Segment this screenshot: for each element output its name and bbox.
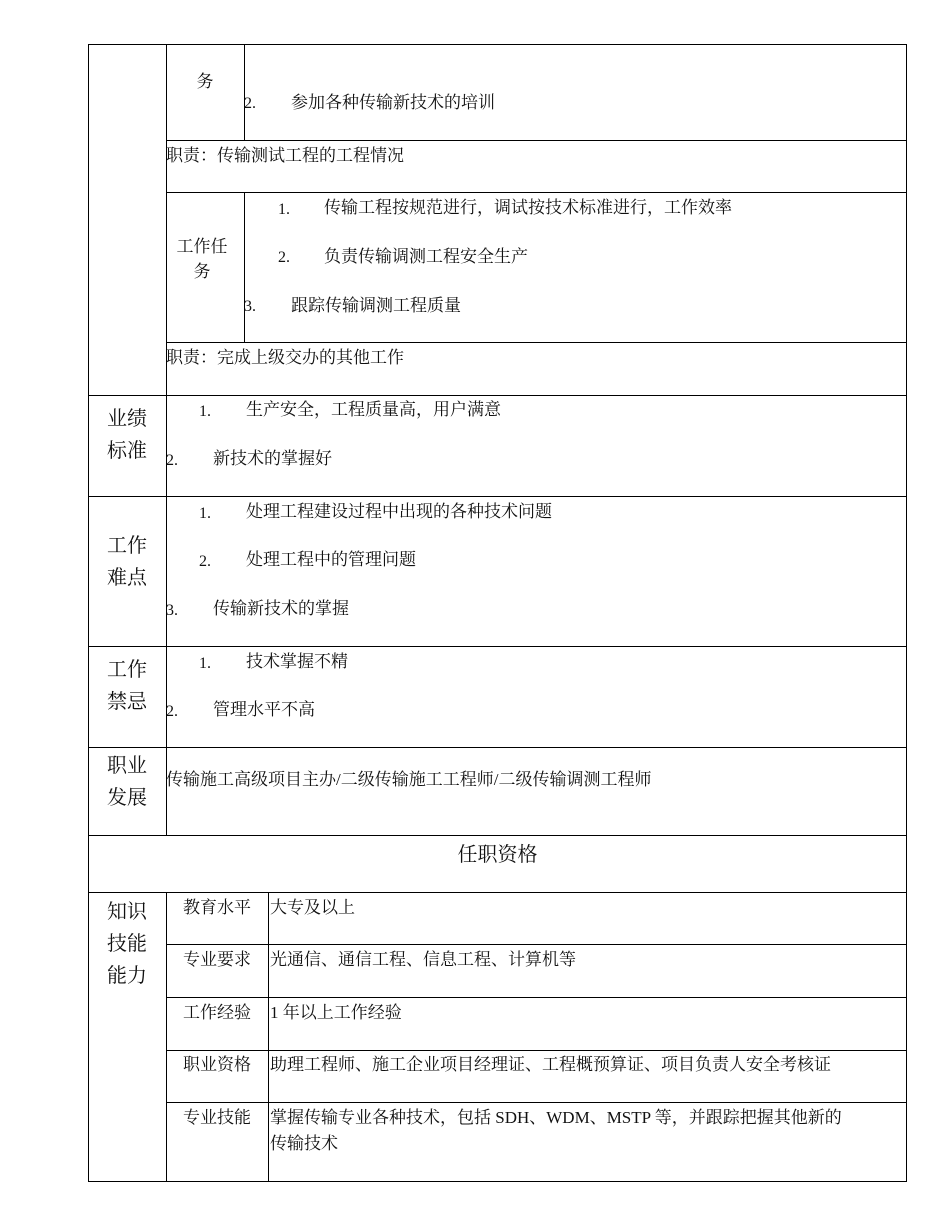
list-item: 处理工程中的管理问题 xyxy=(246,550,416,569)
row-divider xyxy=(88,646,907,647)
list-number: 1. xyxy=(199,403,211,420)
task-label: 工作任务 xyxy=(176,237,228,281)
qualification-row-value: 掌握传输专业各种技术，包括 SDH、WDM、MSTP 等，并跟踪把握其他新的 xyxy=(270,1108,842,1127)
row-divider xyxy=(88,892,907,893)
section-title: 任职资格 xyxy=(457,844,538,866)
row-divider xyxy=(88,835,907,836)
row-divider xyxy=(166,140,907,141)
qualification-row-label: 职业资格 xyxy=(183,1055,251,1074)
taboo-label: 工作禁忌 xyxy=(107,659,147,713)
column-divider xyxy=(166,892,167,1182)
list-number: 3. xyxy=(166,602,178,619)
list-item: 生产安全，工程质量高，用户满意 xyxy=(246,400,501,419)
row-divider xyxy=(88,395,907,396)
row-divider xyxy=(166,997,907,998)
qualification-row-value: 1 年以上工作经验 xyxy=(270,1003,402,1022)
list-number: 3. xyxy=(244,298,256,315)
row-divider xyxy=(88,747,907,748)
duty-header: 职责：传输测试工程的工程情况 xyxy=(166,146,404,165)
career-path: 传输施工高级项目主办/二级传输施工工程师/二级传输调测工程师 xyxy=(166,770,652,789)
qualification-row-label: 工作经验 xyxy=(183,1003,251,1022)
performance-label: 业绩标准 xyxy=(107,408,147,462)
task-label-tail: 务 xyxy=(196,72,214,91)
list-number: 2. xyxy=(166,703,178,720)
list-number: 2. xyxy=(278,249,290,266)
row-divider xyxy=(88,496,907,497)
qualification-row-label: 专业技能 xyxy=(183,1108,251,1127)
list-number: 1. xyxy=(199,505,211,522)
list-item: 传输工程按规范进行，调试按技术标准进行，工作效率 xyxy=(324,198,732,217)
table-border-bottom xyxy=(88,1181,907,1182)
list-item: 处理工程建设过程中出现的各种技术问题 xyxy=(246,502,552,521)
difficulty-label: 工作难点 xyxy=(107,535,147,589)
row-divider xyxy=(166,944,907,945)
list-item: 传输新技术的掌握 xyxy=(213,599,349,618)
row-divider xyxy=(166,342,907,343)
qualification-row-label: 专业要求 xyxy=(183,950,251,969)
list-number: 2. xyxy=(166,452,178,469)
list-item: 管理水平不高 xyxy=(213,700,315,719)
list-number: 2. xyxy=(199,553,211,570)
column-divider xyxy=(244,192,245,343)
list-item: 新技术的掌握好 xyxy=(213,449,332,468)
qualification-row-value: 助理工程师、施工企业项目经理证、工程概预算证、项目负责人安全考核证 xyxy=(270,1055,831,1074)
list-item: 参加各种传输新技术的培训 xyxy=(291,93,495,112)
table-border-left xyxy=(88,44,89,1182)
duty-header: 职责：完成上级交办的其他工作 xyxy=(166,348,404,367)
list-number: 1. xyxy=(199,655,211,672)
qualification-row-label: 教育水平 xyxy=(183,898,251,917)
list-item: 跟踪传输调测工程质量 xyxy=(291,296,461,315)
qualification-row-value: 光通信、通信工程、信息工程、计算机等 xyxy=(270,950,576,969)
row-divider xyxy=(166,1102,907,1103)
table-border-right xyxy=(906,44,907,1182)
list-number: 1. xyxy=(278,201,290,218)
table-border-top xyxy=(88,44,907,45)
career-label: 职业发展 xyxy=(107,755,147,809)
column-divider xyxy=(244,44,245,141)
column-divider xyxy=(268,892,269,1182)
list-item: 技术掌握不精 xyxy=(246,652,348,671)
row-divider xyxy=(166,192,907,193)
qualification-label: 知识技能能力 xyxy=(107,901,147,987)
list-item: 负责传输调测工程安全生产 xyxy=(324,247,528,266)
qualification-row-value: 大专及以上 xyxy=(270,898,355,917)
row-divider xyxy=(166,1050,907,1051)
qualification-row-value-continued: 传输技术 xyxy=(270,1134,338,1153)
list-number: 2. xyxy=(244,95,256,112)
